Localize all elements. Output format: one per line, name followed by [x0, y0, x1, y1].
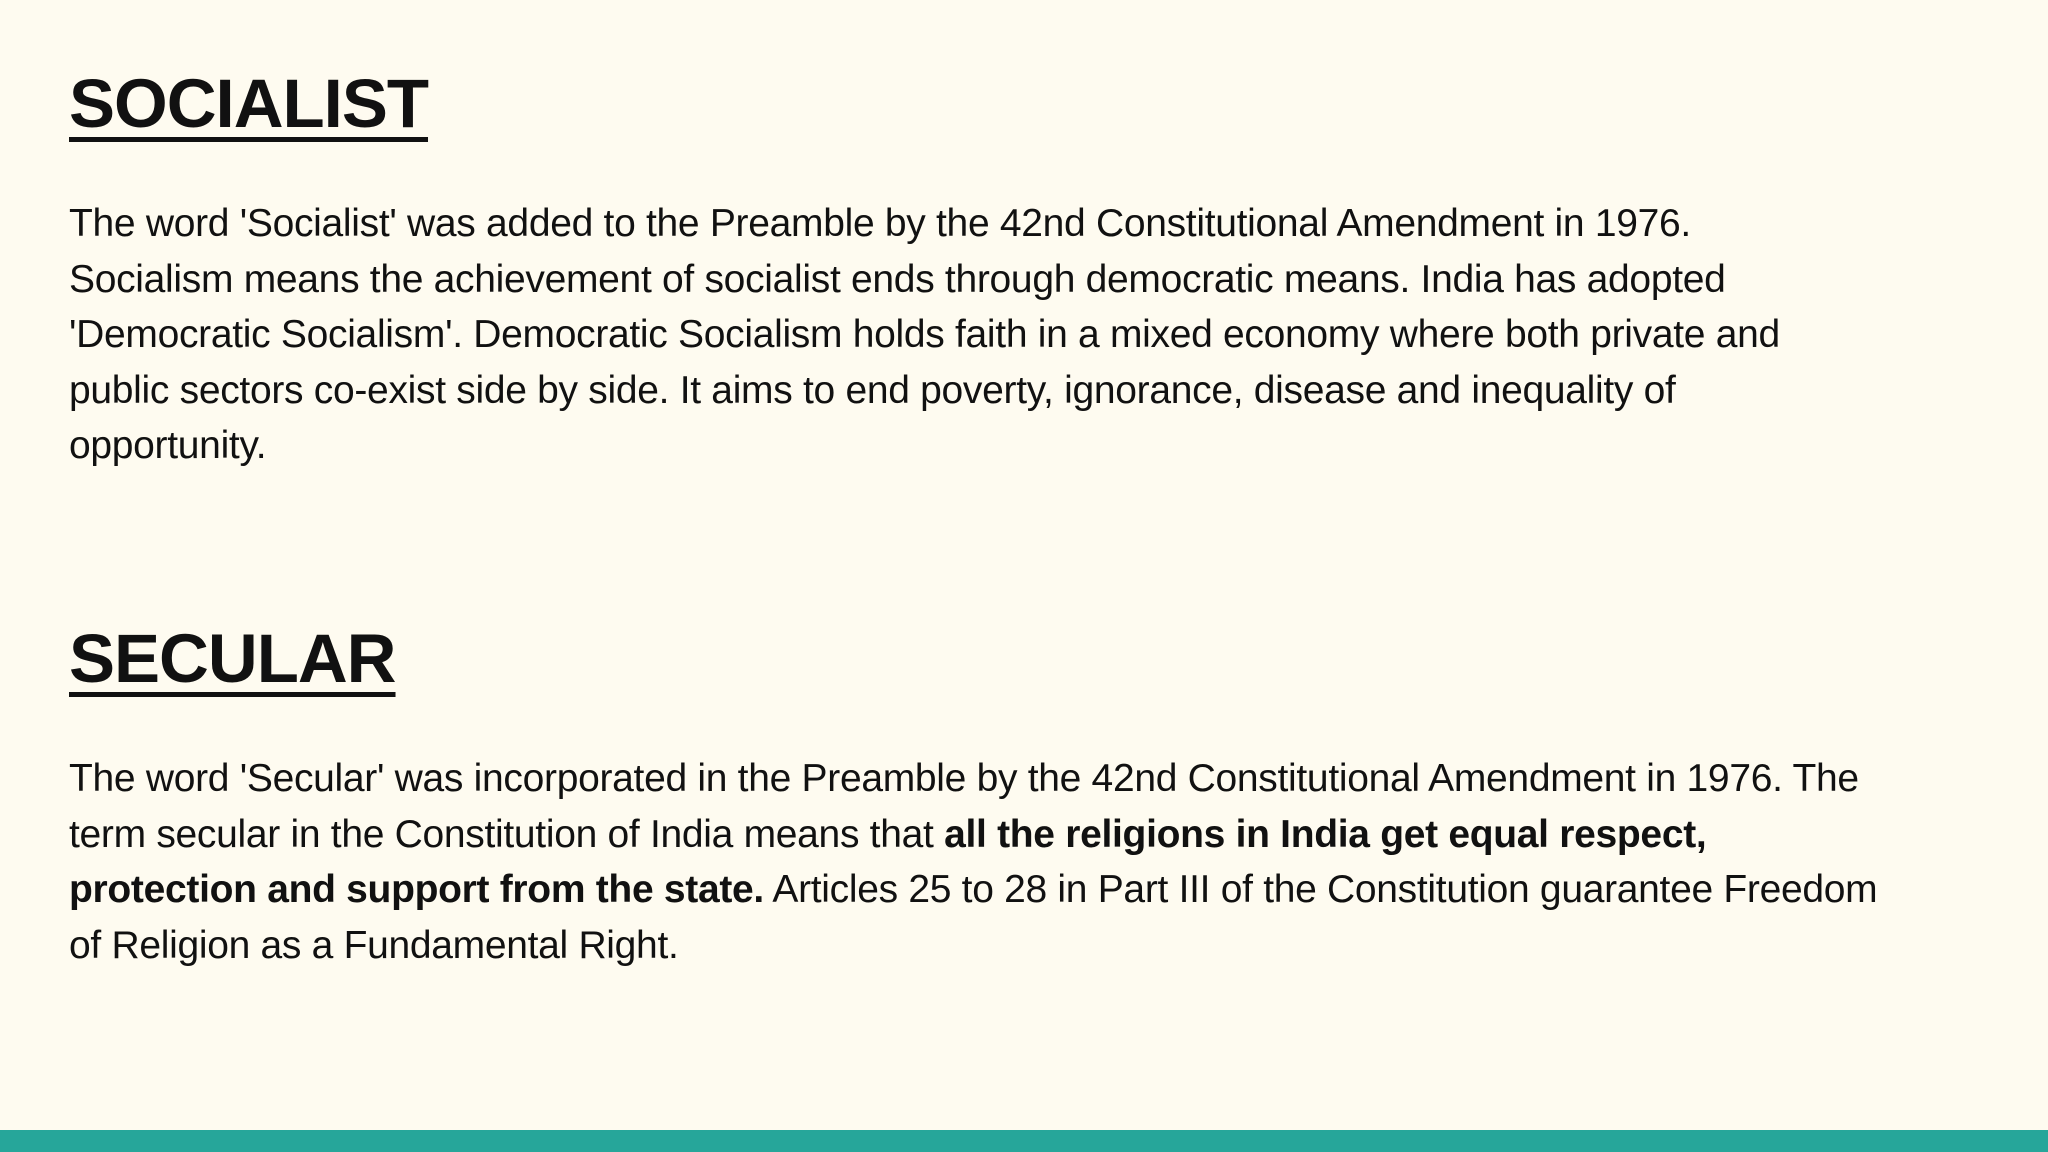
secular-paragraph: [69, 751, 1877, 973]
secular-text-plain: Articles 25 to 28 in Part III of the Constitution guarantee Freedom: [763, 868, 1878, 911]
secular-line: [69, 862, 1877, 918]
socialist-line: The word 'Socialist' was added to the Preamble by the 42nd Constitutional Amendment in 1976.: [69, 202, 1691, 245]
socialist-line: opportunity.: [69, 424, 267, 467]
secular-text-plain: term secular in the Constitution of India means that: [69, 812, 945, 856]
secular-heading: SECULAR: [69, 620, 396, 697]
socialist-line: public sectors co-exist side by side. It aims to end poverty, ignorance, disease and inequality of: [69, 368, 1676, 412]
socialist-paragraph: [69, 196, 1780, 474]
socialist-line: Socialism means the achievement of socialist ends through democratic means. India has adopted: [69, 257, 1726, 301]
secular-line: [69, 807, 1877, 863]
secular-line: of Religion as a Fundamental Right.: [69, 923, 679, 967]
footer-accent-bar: [0, 1130, 2048, 1152]
socialist-heading: SOCIALIST: [69, 65, 429, 142]
secular-line: The word 'Secular' was incorporated in the Preamble by the 42nd Constitutional Amendment in 1976. The: [69, 757, 1859, 800]
socialist-line: 'Democratic Socialism'. Democratic Socialism holds faith in a mixed economy where both private and: [69, 313, 1780, 356]
secular-text-bold: protection and support from the state.: [69, 868, 764, 911]
secular-text-bold: all the religions in India get equal respect,: [944, 812, 1707, 856]
